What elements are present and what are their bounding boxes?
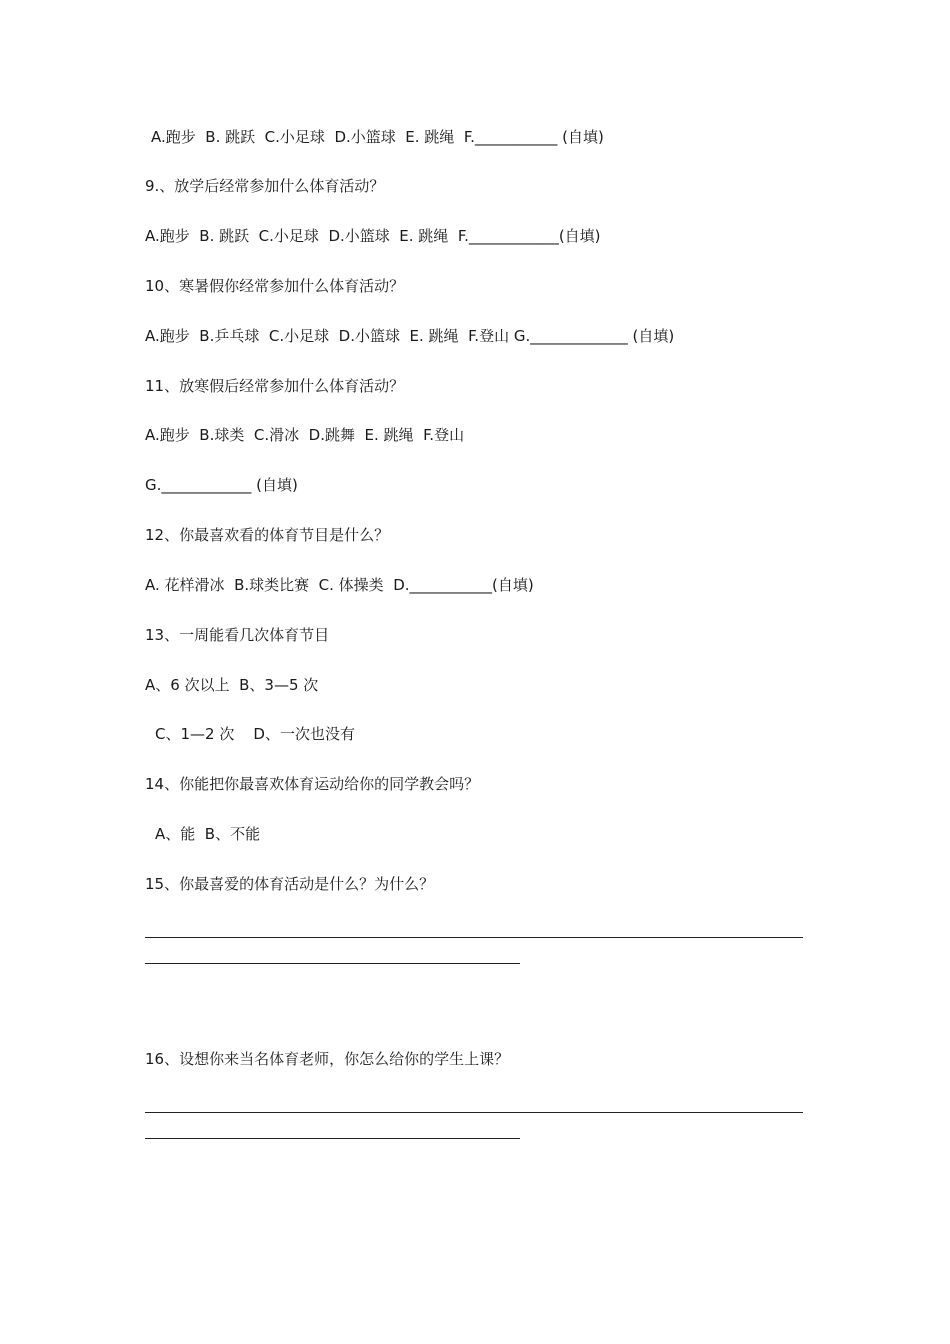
question-12: 12、你最喜欢看的体育节目是什么？ <box>145 526 390 544</box>
question-9: 9.、放学后经常参加什么体育活动？ <box>145 177 385 195</box>
q8-options: A.跑步 B. 跳跃 C.小足球 D.小篮球 E. 跳绳 F.___________ (自填) <box>151 128 604 146</box>
q16-answer-line-2 <box>145 1138 520 1139</box>
q13-options-ab: A、6 次以上 B、3—5 次 <box>145 676 319 694</box>
question-16: 16、设想你来当名体育老师，你怎么给你的学生上课？ <box>145 1050 510 1068</box>
q10-options: A.跑步 B.乒乓球 C.小足球 D.小篮球 E. 跳绳 F.登山 G._____________ (自填) <box>145 327 675 345</box>
q9-options: A.跑步 B. 跳跃 C.小足球 D.小篮球 E. 跳绳 F.____________(自填) <box>145 227 601 245</box>
question-14: 14、你能把你最喜欢体育运动给你的同学教会吗？ <box>145 775 480 793</box>
question-11: 11、放寒假后经常参加什么体育活动？ <box>145 377 405 395</box>
q12-options: A. 花样滑冰 B.球类比赛 C. 体操类 D.___________(自填) <box>145 576 534 594</box>
q15-answer-line-1 <box>145 937 803 938</box>
q13-options-cd: C、1—2 次 D、一次也没有 <box>155 725 355 743</box>
q11-options: A.跑步 B.球类 C.滑冰 D.跳舞 E. 跳绳 F.登山 <box>145 426 465 444</box>
q14-options: A、能 B、不能 <box>155 825 261 843</box>
q11-options-g: G.____________ (自填) <box>145 476 298 494</box>
question-13: 13、一周能看几次体育节目 <box>145 626 330 644</box>
question-10: 10、寒暑假你经常参加什么体育活动？ <box>145 277 405 295</box>
q16-answer-line-1 <box>145 1112 803 1113</box>
q15-answer-line-2 <box>145 963 520 964</box>
question-15: 15、你最喜爱的体育活动是什么？为什么？ <box>145 875 435 893</box>
